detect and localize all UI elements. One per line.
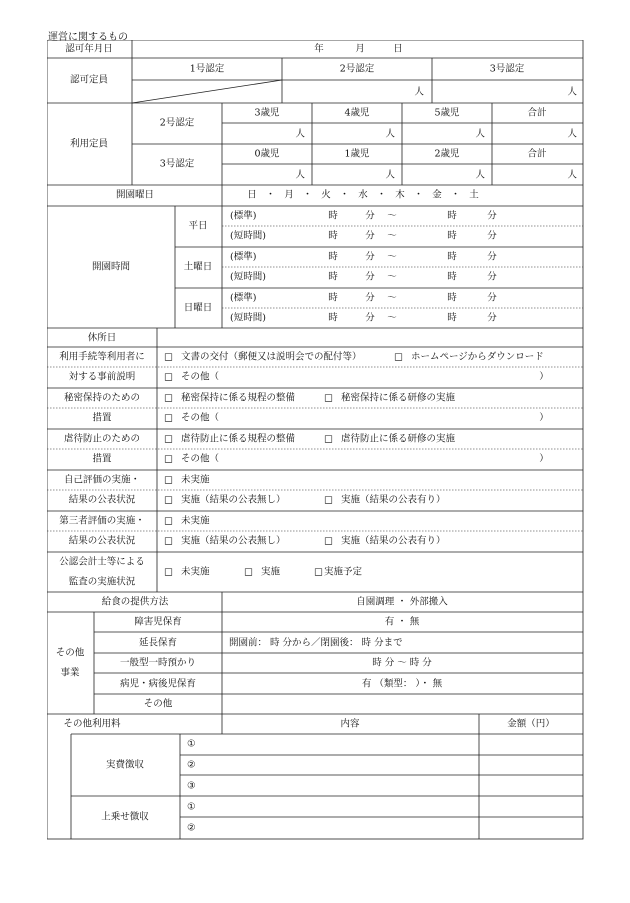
prior-other-label: その他（: [181, 371, 220, 383]
form-heading: 運営に関するもの: [48, 32, 128, 43]
capacity-header-1: 1号認定: [189, 63, 225, 75]
abuse-other-close: ）: [539, 453, 549, 465]
disabled-care-label: 障害児保育: [134, 616, 182, 628]
hours-start-hour-0[interactable]: 時: [328, 230, 338, 242]
prior_explanation-label-line1: 利用手続等利用者に: [59, 351, 145, 363]
hours-start-minute-0[interactable]: 分: [365, 210, 375, 222]
temporary-care-label: 一般型一時預かり: [119, 657, 197, 669]
abuse-opt2-checkbox[interactable]: □: [324, 433, 333, 445]
actual-cost-item-1: ②: [187, 759, 196, 771]
conf-opt1-checkbox[interactable]: □: [164, 392, 173, 404]
usage-label: 利用定員: [69, 138, 109, 150]
hours-standard-label-2: (標準): [230, 292, 257, 304]
abuse-opt1-label: 虐待防止に係る規程の整備: [181, 433, 296, 445]
abuse_prevention-label-line1: 虐待防止のための: [63, 433, 141, 445]
audit-label-line2: 監査の実施状況: [68, 576, 136, 588]
conf-opt2-label: 秘密保持に係る研修の実施: [341, 392, 456, 404]
capacity-header-2: 2号認定: [339, 63, 375, 75]
third_party_eval-label-line2: 結果の公表状況: [68, 535, 136, 547]
open-day-3[interactable]: 水: [358, 189, 368, 201]
usage-cert2-unit-2: 人: [475, 128, 485, 140]
usage-cert3-age-3: 合計: [527, 148, 547, 160]
hours-standard-label-0: (標準): [230, 210, 257, 222]
self_eval-label-line2: 結果の公表状況: [68, 494, 136, 506]
fees-label: その他利用料: [63, 718, 121, 730]
abuse-other-checkbox[interactable]: □: [164, 453, 173, 465]
usage-cert2-label: 2号認定: [159, 117, 195, 129]
audit-opt3-checkbox[interactable]: □: [314, 566, 323, 578]
open-day-4[interactable]: 木: [395, 189, 405, 201]
actual-cost-item-0: ①: [187, 738, 196, 750]
open-days-label: 開園曜日: [115, 189, 155, 201]
hours-start-hour-1[interactable]: 時: [328, 271, 338, 283]
prior_explanation-label-line2: 対する事前説明: [68, 371, 136, 383]
hours-standard-label-1: (標準): [230, 251, 257, 263]
hours-short-label-1: (短時間): [230, 271, 266, 283]
conf-other-checkbox[interactable]: □: [164, 412, 173, 424]
abuse_prevention-label-line2: 措置: [92, 453, 112, 465]
usage-cert3-age-0: 0歳児: [254, 148, 280, 160]
hours-start-minute-2[interactable]: 分: [365, 292, 375, 304]
third_party_eval-not-done-checkbox[interactable]: □: [164, 515, 173, 527]
fees-content-header: 内容: [340, 718, 360, 730]
audit-opt1-label: 未実施: [181, 566, 210, 578]
auth-date-year: 年: [314, 43, 324, 55]
capacity-unit-3: 人: [567, 86, 577, 98]
open-day-sep-0: ・: [265, 189, 276, 201]
closed-days-label: 休所日: [87, 332, 117, 344]
prior-opt1-label: 文書の交付（郵便又は説明会での配付等）: [181, 351, 362, 363]
abuse-opt2-label: 虐待防止に係る研修の実施: [341, 433, 456, 445]
usage-cert2-age-0: 3歳児: [254, 107, 280, 119]
third_party_eval-done-published-label: 実施（結果の公表有り）: [341, 535, 446, 547]
usage-cert3-unit-3: 人: [567, 169, 577, 181]
hours-start-minute-0[interactable]: 分: [365, 230, 375, 242]
hours-tilde-0: 〜: [387, 210, 397, 222]
hours-end-minute-1[interactable]: 分: [487, 251, 497, 263]
usage-cert2-age-1: 4歳児: [344, 107, 370, 119]
hours-short-label-0: (短時間): [230, 230, 266, 242]
surcharge-item-0: ①: [187, 801, 196, 813]
open-day-sep-1: ・: [302, 189, 313, 201]
usage-cert2-unit-3: 人: [567, 128, 577, 140]
hours-end-minute-2[interactable]: 分: [487, 312, 497, 324]
capacity-header-3: 3号認定: [489, 63, 525, 75]
open-day-1[interactable]: 月: [284, 189, 294, 201]
prior-other-close: ）: [539, 371, 549, 383]
self_eval-label-line1: 自己評価の実施・: [63, 474, 141, 486]
hours-tilde-1: 〜: [387, 271, 397, 283]
conf-opt2-checkbox[interactable]: □: [324, 392, 333, 404]
self_eval-not-done-checkbox[interactable]: □: [164, 474, 173, 486]
third_party_eval-label-line1: 第三者評価の実施・: [59, 515, 145, 527]
hours-start-hour-2[interactable]: 時: [328, 312, 338, 324]
hours-start-minute-1[interactable]: 分: [365, 271, 375, 283]
other-services-label-line2: 事業: [60, 667, 80, 679]
hours-tilde-2: 〜: [387, 292, 397, 304]
temporary-care-value: 時 分 〜 時 分: [372, 657, 432, 669]
extended-care-value: 開園前： 時 分から／閉園後： 時 分まで: [229, 637, 403, 649]
hours-day-label-0: 平日: [188, 220, 208, 232]
hours-tilde-0: 〜: [387, 230, 397, 242]
surcharge-label: 上乗せ徴収: [101, 811, 149, 823]
hours-tilde-1: 〜: [387, 251, 397, 263]
usage-cert2-age-2: 5歳児: [434, 107, 460, 119]
extended-care-label: 延長保育: [138, 637, 178, 649]
capacity-unit-2: 人: [414, 86, 424, 98]
usage-cert3-unit-1: 人: [385, 169, 395, 181]
hours-label: 開園時間: [91, 261, 131, 273]
hours-start-minute-1[interactable]: 分: [365, 251, 375, 263]
other-service-other-label: その他: [143, 698, 173, 710]
capacity-label: 認可定員: [69, 74, 109, 86]
third_party_eval-done-unpublished-label: 実施（結果の公表無し）: [181, 535, 286, 547]
other-services-label-line1: その他: [55, 647, 85, 659]
usage-cert3-age-1: 1歳児: [344, 148, 370, 160]
third_party_eval-done-unpublished-checkbox[interactable]: □: [164, 535, 173, 547]
usage-cert3-unit-2: 人: [475, 169, 485, 181]
usage-cert3-label: 3号認定: [159, 158, 195, 170]
surcharge-item-1: ②: [187, 822, 196, 834]
prior-opt2-checkbox[interactable]: □: [394, 351, 403, 363]
open-day-sep-2: ・: [339, 189, 350, 201]
hours-end-minute-0[interactable]: 分: [487, 230, 497, 242]
hours-end-minute-2[interactable]: 分: [487, 292, 497, 304]
hours-end-hour-0[interactable]: 時: [447, 210, 457, 222]
fees-amount-header: 金額（円）: [507, 718, 555, 730]
prior-opt1-checkbox[interactable]: □: [164, 351, 173, 363]
hours-start-hour-2[interactable]: 時: [328, 292, 338, 304]
open-day-2[interactable]: 火: [321, 189, 331, 201]
hours-tilde-2: 〜: [387, 312, 397, 324]
conf-other-label: その他（: [181, 412, 220, 424]
audit-opt2-label: 実施: [261, 566, 281, 578]
open-day-sep-5: ・: [450, 189, 461, 201]
hours-start-hour-0[interactable]: 時: [328, 210, 338, 222]
hours-end-hour-2[interactable]: 時: [447, 292, 457, 304]
self_eval-done-unpublished-label: 実施（結果の公表無し）: [181, 494, 286, 506]
disabled-care-value: 有 ・ 無: [384, 616, 420, 628]
confidentiality-label-line2: 措置: [92, 412, 112, 424]
confidentiality-label-line1: 秘密保持のための: [63, 392, 141, 404]
sick-care-label: 病児・病後児保育: [119, 678, 197, 690]
audit-label-line1: 公認会計士等による: [59, 556, 145, 568]
hours-start-hour-1[interactable]: 時: [328, 251, 338, 263]
diagonal-line: [132, 80, 282, 103]
audit-opt2-checkbox[interactable]: □: [244, 566, 253, 578]
usage-cert2-age-3: 合計: [527, 107, 547, 119]
operation-form-table: [47, 40, 587, 845]
open-day-sep-4: ・: [413, 189, 424, 201]
open-day-6[interactable]: 土: [469, 189, 479, 201]
open-day-sep-3: ・: [376, 189, 387, 201]
self_eval-done-published-label: 実施（結果の公表有り）: [341, 494, 446, 506]
abuse-other-label: その他（: [181, 453, 220, 465]
third_party_eval-not-done-label: 未実施: [181, 515, 210, 527]
hours-end-hour-0[interactable]: 時: [447, 230, 457, 242]
usage-cert2-unit-0: 人: [295, 128, 305, 140]
auth-date-day: 日: [393, 43, 403, 55]
auth-date-label: 認可年月日: [65, 43, 113, 55]
self_eval-not-done-label: 未実施: [181, 474, 210, 486]
sick-care-value: 有 （類型： ）・ 無: [361, 678, 443, 690]
hours-end-hour-1[interactable]: 時: [447, 251, 457, 263]
hours-end-hour-2[interactable]: 時: [447, 312, 457, 324]
conf-opt1-label: 秘密保持に係る規程の整備: [181, 392, 296, 404]
conf-other-close: ）: [539, 412, 549, 424]
usage-cert2-unit-1: 人: [385, 128, 395, 140]
audit-opt1-checkbox[interactable]: □: [164, 566, 173, 578]
auth-date-month: 月: [355, 43, 365, 55]
actual-cost-label: 実費徴収: [105, 759, 145, 771]
open-day-0[interactable]: 日: [247, 189, 257, 201]
hours-day-label-2: 日曜日: [183, 302, 213, 314]
audit-opt3-label: 実施予定: [324, 566, 363, 578]
hours-day-label-1: 土曜日: [183, 261, 213, 273]
hours-start-minute-2[interactable]: 分: [365, 312, 375, 324]
hours-end-minute-0[interactable]: 分: [487, 210, 497, 222]
self_eval-done-unpublished-checkbox[interactable]: □: [164, 494, 173, 506]
open-day-5[interactable]: 金: [432, 189, 442, 201]
prior-opt2-label: ホームページからダウンロード: [411, 351, 544, 363]
actual-cost-item-2: ③: [187, 780, 196, 792]
prior-other-checkbox[interactable]: □: [164, 371, 173, 383]
self_eval-done-published-checkbox[interactable]: □: [324, 494, 333, 506]
usage-cert3-age-2: 2歳児: [434, 148, 460, 160]
hours-short-label-2: (短時間): [230, 312, 266, 324]
third_party_eval-done-published-checkbox[interactable]: □: [324, 535, 333, 547]
abuse-opt1-checkbox[interactable]: □: [164, 433, 173, 445]
usage-cert3-unit-0: 人: [295, 169, 305, 181]
meal-label: 給食の提供方法: [101, 596, 169, 608]
hours-end-minute-1[interactable]: 分: [487, 271, 497, 283]
hours-end-hour-1[interactable]: 時: [447, 271, 457, 283]
meal-value: 自園調理 ・ 外部搬入: [356, 596, 448, 608]
